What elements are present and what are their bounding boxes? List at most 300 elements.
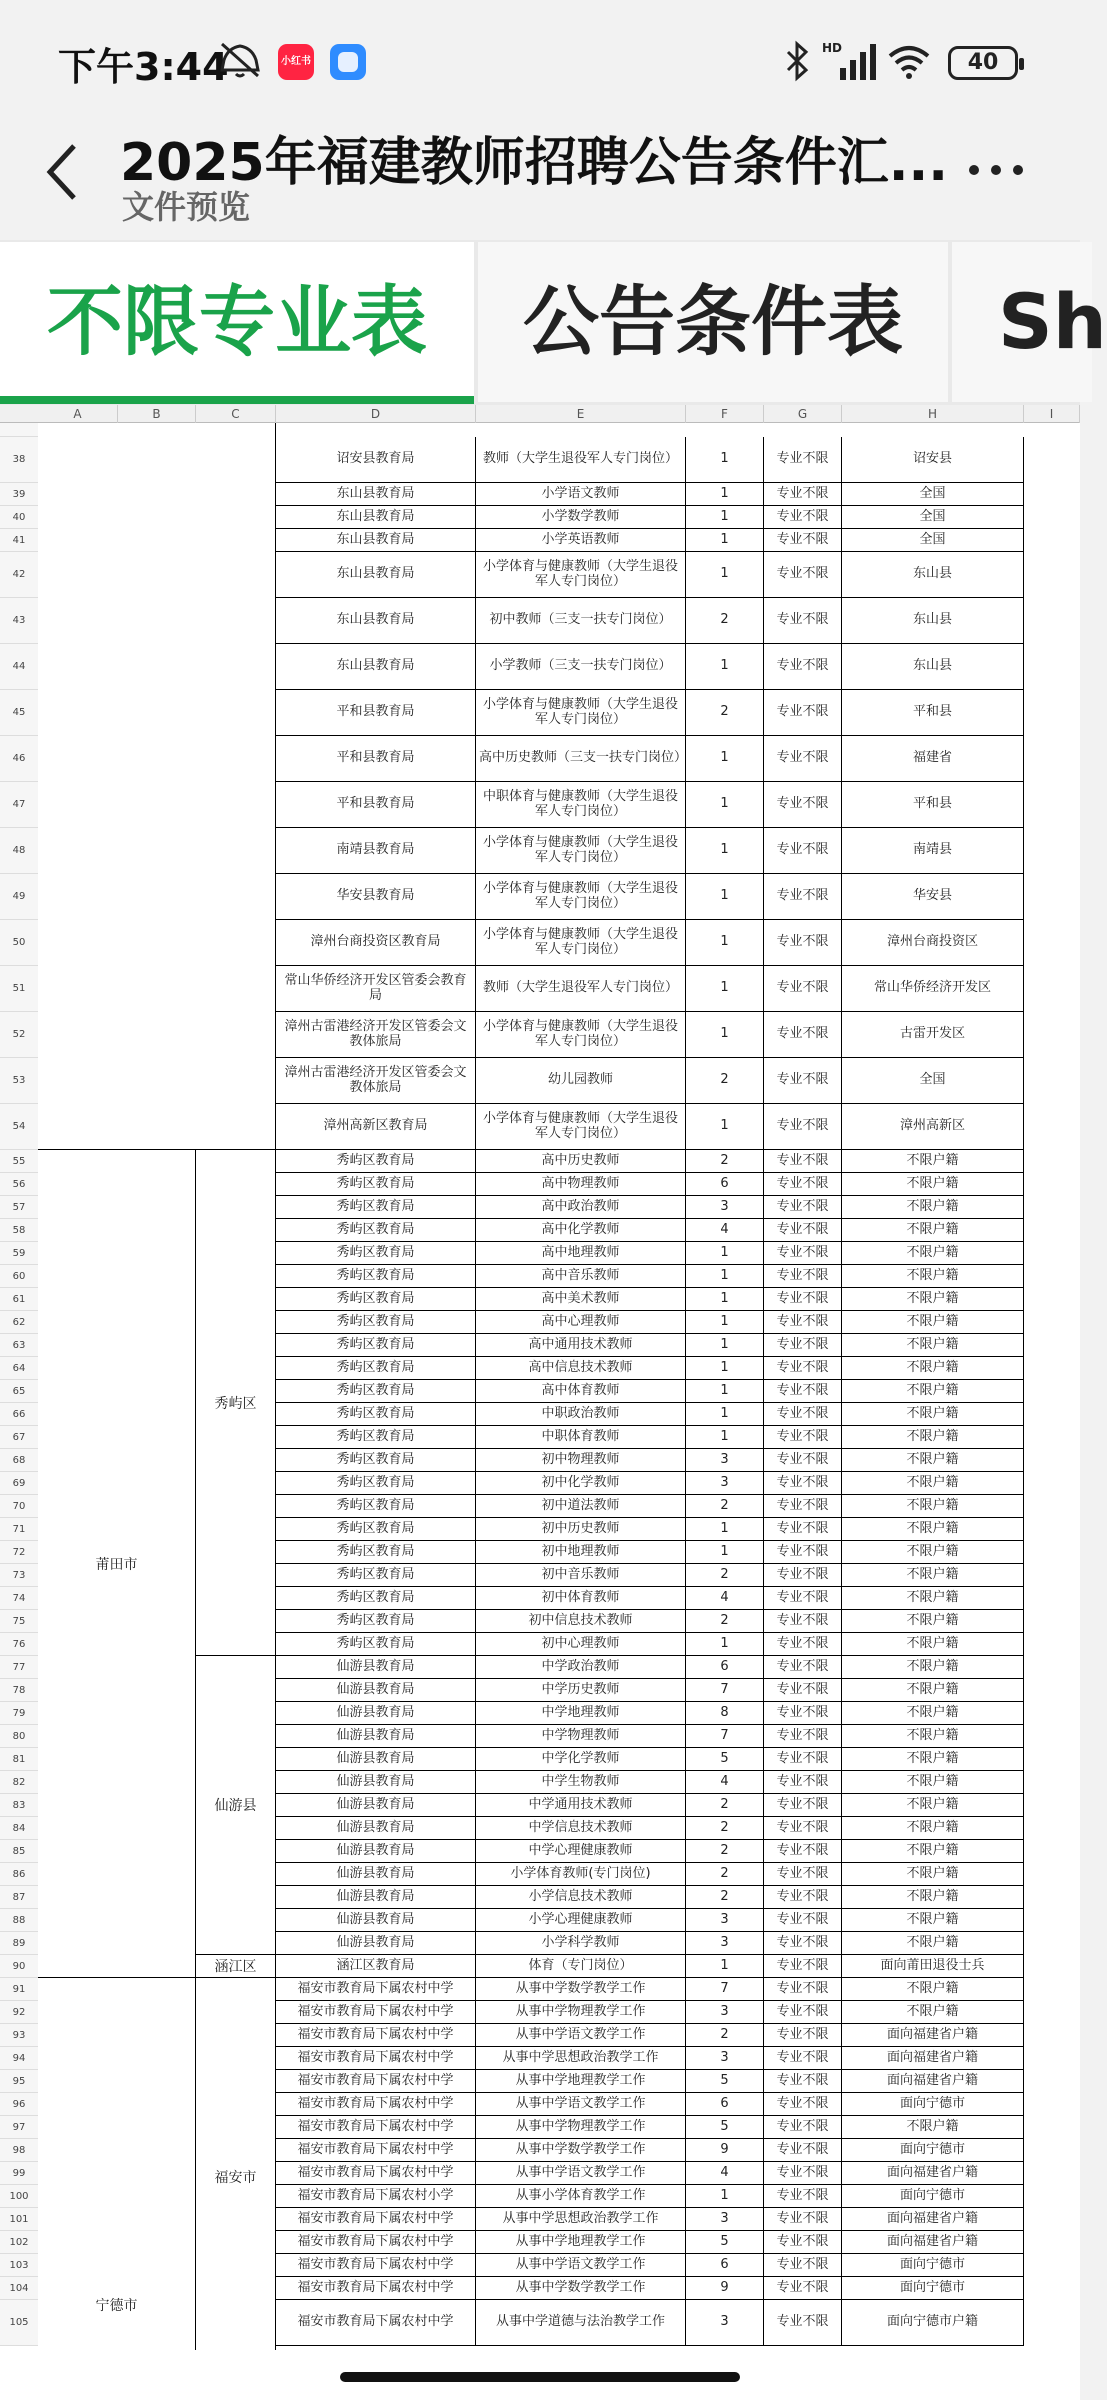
row-number[interactable]: 54 [0,1104,38,1150]
row-number[interactable]: 61 [0,1288,38,1311]
row-number[interactable]: 73 [0,1564,38,1587]
cell-region[interactable]: 不限户籍 [842,1817,1024,1840]
cell-region[interactable]: 不限户籍 [842,1472,1024,1495]
cell-region[interactable]: 面向福建省户籍 [842,2231,1024,2254]
cell-major[interactable]: 专业不限 [764,2070,842,2093]
cell-count[interactable]: 2 [686,1886,764,1909]
cell-major[interactable]: 专业不限 [764,1771,842,1794]
cell-position[interactable]: 中职体育教师 [476,1426,686,1449]
cell-count[interactable]: 3 [686,1196,764,1219]
cell-major[interactable]: 专业不限 [764,1196,842,1219]
cell-region[interactable]: 不限户籍 [842,1564,1024,1587]
cell-region[interactable]: 漳州高新区 [842,1104,1024,1150]
cell-count[interactable]: 1 [686,1380,764,1403]
cell-department[interactable]: 东山县教育局 [276,552,476,598]
column-header-g[interactable]: G [764,405,842,423]
cell-department[interactable]: 仙游县教育局 [276,1863,476,1886]
cell-position[interactable]: 小学信息技术教师 [476,1886,686,1909]
cell-count[interactable]: 1 [686,1426,764,1449]
cell-region[interactable]: 华安县 [842,874,1024,920]
cell-position[interactable]: 小学英语教师 [476,529,686,552]
cell-region[interactable]: 不限户籍 [842,1334,1024,1357]
row-number[interactable]: 101 [0,2208,38,2231]
cell-count[interactable]: 3 [686,1932,764,1955]
cell-position[interactable]: 从事中学语文教学工作 [476,2024,686,2047]
cell-count[interactable]: 5 [686,1748,764,1771]
cell-major[interactable]: 专业不限 [764,2277,842,2300]
cell-region[interactable]: 不限户籍 [842,1518,1024,1541]
cell-position[interactable]: 初中道法教师 [476,1495,686,1518]
cell-department[interactable]: 秀屿区教育局 [276,1311,476,1334]
cell-department[interactable]: 秀屿区教育局 [276,1196,476,1219]
cell-position[interactable]: 从事中学思想政治教学工作 [476,2047,686,2070]
row-number[interactable]: 104 [0,2277,38,2300]
cell-position[interactable]: 中职体育与健康教师（大学生退役军人专门岗位） [476,782,686,828]
cell-major[interactable]: 专业不限 [764,1518,842,1541]
cell-major[interactable]: 专业不限 [764,2300,842,2346]
cell-department[interactable]: 福安市教育局下属农村小学 [276,2185,476,2208]
row-number[interactable]: 93 [0,2024,38,2047]
cell-department[interactable]: 福安市教育局下属农村中学 [276,2116,476,2139]
cell-department[interactable]: 秀屿区教育局 [276,1242,476,1265]
cell-count[interactable]: 1 [686,874,764,920]
cell-department[interactable]: 仙游县教育局 [276,1840,476,1863]
cell-region[interactable]: 面向福建省户籍 [842,2047,1024,2070]
cell-count[interactable]: 7 [686,1679,764,1702]
row-number[interactable]: 49 [0,874,38,920]
cell-position[interactable]: 从事中学物理教学工作 [476,2001,686,2024]
cell-count[interactable]: 1 [686,1357,764,1380]
cell-count[interactable]: 2 [686,1794,764,1817]
cell-department[interactable]: 秀屿区教育局 [276,1380,476,1403]
row-number[interactable]: 98 [0,2139,38,2162]
cell-region[interactable]: 全国 [842,483,1024,506]
cell-count[interactable]: 2 [686,1058,764,1104]
cell-major[interactable]: 专业不限 [764,1794,842,1817]
column-header-c[interactable]: C [196,405,276,423]
row-number[interactable]: 43 [0,598,38,644]
cell-major[interactable]: 专业不限 [764,2024,842,2047]
row-number[interactable]: 69 [0,1472,38,1495]
cell-count[interactable]: 6 [686,1173,764,1196]
cell-count[interactable]: 4 [686,1219,764,1242]
cell-count[interactable]: 3 [686,2001,764,2024]
cell-major[interactable]: 专业不限 [764,2093,842,2116]
cell-department[interactable]: 华安县教育局 [276,874,476,920]
more-icon[interactable] [966,160,1026,180]
cell-department[interactable]: 福安市教育局下属农村中学 [276,2139,476,2162]
cell-major[interactable]: 专业不限 [764,1748,842,1771]
cell-count[interactable]: 1 [686,1518,764,1541]
row-number[interactable]: 42 [0,552,38,598]
home-indicator[interactable] [340,2372,740,2382]
cell-count[interactable]: 2 [686,1863,764,1886]
cell-position[interactable]: 幼儿园教师 [476,1058,686,1104]
cell-major[interactable]: 专业不限 [764,690,842,736]
cell-department[interactable]: 秀屿区教育局 [276,1150,476,1173]
cell-major[interactable]: 专业不限 [764,2208,842,2231]
row-number[interactable]: 55 [0,1150,38,1173]
cell-count[interactable]: 2 [686,2024,764,2047]
cell-department[interactable]: 秀屿区教育局 [276,1633,476,1656]
cell-count[interactable]: 4 [686,1587,764,1610]
cell-department[interactable]: 秀屿区教育局 [276,1265,476,1288]
cell-count[interactable]: 1 [686,529,764,552]
cell-region[interactable]: 面向福建省户籍 [842,2070,1024,2093]
cell-department[interactable]: 南靖县教育局 [276,828,476,874]
cell-region[interactable]: 诏安县 [842,437,1024,483]
cell-major[interactable]: 专业不限 [764,1817,842,1840]
cell-department[interactable]: 秀屿区教育局 [276,1219,476,1242]
row-number[interactable]: 87 [0,1886,38,1909]
cell-region[interactable]: 不限户籍 [842,1150,1024,1173]
cell-department[interactable]: 秀屿区教育局 [276,1587,476,1610]
cell-count[interactable]: 1 [686,1012,764,1058]
cell-department[interactable]: 仙游县教育局 [276,1771,476,1794]
cell-major[interactable]: 专业不限 [764,2116,842,2139]
cell-count[interactable]: 2 [686,1495,764,1518]
cell-major[interactable]: 专业不限 [764,598,842,644]
cell-count[interactable]: 7 [686,1725,764,1748]
cell-count[interactable]: 1 [686,552,764,598]
cell-region[interactable]: 面向福建省户籍 [842,2024,1024,2047]
merged-county-xianyou[interactable]: 仙游县 [196,1656,276,1955]
cell-position[interactable]: 高中化学教师 [476,1219,686,1242]
cell-region[interactable]: 不限户籍 [842,1909,1024,1932]
cell-region[interactable]: 不限户籍 [842,1265,1024,1288]
cell-major[interactable]: 专业不限 [764,2047,842,2070]
cell-region[interactable]: 不限户籍 [842,1311,1024,1334]
cell-position[interactable]: 高中体育教师 [476,1380,686,1403]
cell-position[interactable]: 从事中学地理教学工作 [476,2231,686,2254]
column-header-f[interactable]: F [686,405,764,423]
cell-major[interactable]: 专业不限 [764,1403,842,1426]
row-number[interactable]: 92 [0,2001,38,2024]
cell-region[interactable]: 面向宁德市户籍 [842,2300,1024,2346]
cell-region[interactable]: 面向宁德市 [842,2254,1024,2277]
cell-department[interactable]: 秀屿区教育局 [276,1541,476,1564]
cell-count[interactable]: 4 [686,1771,764,1794]
cell-count[interactable]: 1 [686,2185,764,2208]
cell-major[interactable]: 专业不限 [764,920,842,966]
cell-region[interactable]: 不限户籍 [842,1886,1024,1909]
row-number[interactable]: 59 [0,1242,38,1265]
cell-position[interactable]: 小学体育与健康教师（大学生退役军人专门岗位） [476,874,686,920]
cell-department[interactable]: 秀屿区教育局 [276,1518,476,1541]
cell-position[interactable]: 初中化学教师 [476,1472,686,1495]
tab-sheet3[interactable] [952,242,1107,402]
cell-region[interactable]: 古雷开发区 [842,1012,1024,1058]
row-number[interactable]: 103 [0,2254,38,2277]
cell-department[interactable]: 秀屿区教育局 [276,1449,476,1472]
spreadsheet[interactable] [0,405,1080,2350]
cell-position[interactable]: 小学语文教师 [476,483,686,506]
cell-major[interactable]: 专业不限 [764,1656,842,1679]
cell-region[interactable]: 东山县 [842,552,1024,598]
row-number[interactable]: 39 [0,483,38,506]
cell-position[interactable]: 初中音乐教师 [476,1564,686,1587]
column-header-a[interactable]: A [38,405,118,423]
cell-major[interactable]: 专业不限 [764,1541,842,1564]
cell-position[interactable]: 初中体育教师 [476,1587,686,1610]
row-number[interactable]: 105 [0,2300,38,2346]
cell-region[interactable]: 不限户籍 [842,1771,1024,1794]
cell-major[interactable]: 专业不限 [764,1863,842,1886]
row-number[interactable]: 71 [0,1518,38,1541]
cell-position[interactable]: 体育（专门岗位） [476,1955,686,1978]
cell-major[interactable]: 专业不限 [764,1173,842,1196]
cell-major[interactable]: 专业不限 [764,1242,842,1265]
cell-department[interactable]: 仙游县教育局 [276,1725,476,1748]
cell-position[interactable]: 小学体育与健康教师（大学生退役军人专门岗位） [476,690,686,736]
cell-position[interactable]: 初中信息技术教师 [476,1610,686,1633]
cell-region[interactable]: 不限户籍 [842,1495,1024,1518]
cell-major[interactable]: 专业不限 [764,1702,842,1725]
cell-department[interactable]: 仙游县教育局 [276,1702,476,1725]
row-number[interactable]: 65 [0,1380,38,1403]
cell-region[interactable]: 不限户籍 [842,1449,1024,1472]
cell-position[interactable]: 高中美术教师 [476,1288,686,1311]
cell-department[interactable]: 福安市教育局下属农村中学 [276,2231,476,2254]
cell-department[interactable]: 常山华侨经济开发区管委会教育局 [276,966,476,1012]
cell-count[interactable]: 1 [686,1334,764,1357]
cell-region[interactable]: 不限户籍 [842,1725,1024,1748]
cell-count[interactable]: 1 [686,1633,764,1656]
cell-region[interactable]: 不限户籍 [842,1610,1024,1633]
row-number[interactable]: 57 [0,1196,38,1219]
cell-region[interactable]: 漳州台商投资区 [842,920,1024,966]
cell-count[interactable]: 6 [686,1656,764,1679]
cell-department[interactable]: 福安市教育局下属农村中学 [276,2162,476,2185]
row-number[interactable]: 80 [0,1725,38,1748]
cell-position[interactable]: 从事中学语文教学工作 [476,2162,686,2185]
cell-region[interactable]: 面向宁德市 [842,2139,1024,2162]
cell-department[interactable]: 福安市教育局下属农村中学 [276,2093,476,2116]
cell-major[interactable]: 专业不限 [764,1840,842,1863]
cell-count[interactable]: 1 [686,1242,764,1265]
cell-position[interactable]: 小学体育与健康教师（大学生退役军人专门岗位） [476,1012,686,1058]
row-number[interactable]: 63 [0,1334,38,1357]
cell-position[interactable]: 从事中学语文教学工作 [476,2093,686,2116]
cell-department[interactable]: 福安市教育局下属农村中学 [276,2001,476,2024]
cell-position[interactable]: 从事中学数学教学工作 [476,2139,686,2162]
cell-major[interactable]: 专业不限 [764,552,842,598]
cell-count[interactable]: 2 [686,1150,764,1173]
cell-position[interactable]: 小学数学教师 [476,506,686,529]
cell-region[interactable]: 不限户籍 [842,1426,1024,1449]
cell-major[interactable]: 专业不限 [764,1357,842,1380]
cell-region[interactable]: 面向宁德市 [842,2277,1024,2300]
cell-position[interactable]: 中学历史教师 [476,1679,686,1702]
cell-count[interactable]: 5 [686,2070,764,2093]
cell-position[interactable]: 中职政治教师 [476,1403,686,1426]
cell-department[interactable]: 秀屿区教育局 [276,1426,476,1449]
cell-position[interactable]: 小学体育与健康教师（大学生退役军人专门岗位） [476,1104,686,1150]
cell-position[interactable]: 中学物理教师 [476,1725,686,1748]
row-number[interactable]: 97 [0,2116,38,2139]
cell-major[interactable]: 专业不限 [764,506,842,529]
cell-region[interactable]: 不限户籍 [842,1748,1024,1771]
cell-department[interactable]: 秀屿区教育局 [276,1357,476,1380]
cell-department[interactable]: 秀屿区教育局 [276,1334,476,1357]
cell-count[interactable]: 3 [686,1472,764,1495]
cell-position[interactable]: 中学通用技术教师 [476,1794,686,1817]
row-number[interactable]: 56 [0,1173,38,1196]
row-number[interactable]: 52 [0,1012,38,1058]
cell-count[interactable]: 1 [686,1265,764,1288]
row-number[interactable]: 81 [0,1748,38,1771]
cell-major[interactable]: 专业不限 [764,966,842,1012]
cell-position[interactable]: 高中政治教师 [476,1196,686,1219]
cell-department[interactable]: 秀屿区教育局 [276,1472,476,1495]
cell-department[interactable]: 平和县教育局 [276,690,476,736]
back-icon[interactable] [40,140,84,204]
cell-count[interactable]: 9 [686,2277,764,2300]
cell-department[interactable]: 福安市教育局下属农村中学 [276,2208,476,2231]
row-number[interactable]: 70 [0,1495,38,1518]
cell-region[interactable]: 不限户籍 [842,1656,1024,1679]
cell-major[interactable]: 专业不限 [764,782,842,828]
cell-region[interactable]: 面向莆田退役士兵 [842,1955,1024,1978]
cell-major[interactable]: 专业不限 [764,1495,842,1518]
cell-major[interactable]: 专业不限 [764,1886,842,1909]
cell-count[interactable]: 6 [686,2093,764,2116]
cell-department[interactable]: 仙游县教育局 [276,1794,476,1817]
tab-announcement-conditions[interactable] [478,242,948,402]
cell-major[interactable]: 专业不限 [764,1012,842,1058]
column-header-e[interactable]: E [476,405,686,423]
cell-count[interactable]: 3 [686,1909,764,1932]
row-number[interactable]: 45 [0,690,38,736]
cell-position[interactable]: 小学体育与健康教师（大学生退役军人专门岗位） [476,828,686,874]
cell-region[interactable]: 不限户籍 [842,1702,1024,1725]
row-number[interactable]: 50 [0,920,38,966]
row-number[interactable]: 89 [0,1932,38,1955]
cell-department[interactable]: 漳州古雷港经济开发区管委会文教体旅局 [276,1058,476,1104]
cell-position[interactable]: 中学政治教师 [476,1656,686,1679]
cell-count[interactable]: 1 [686,782,764,828]
cell-count[interactable]: 1 [686,483,764,506]
cell-major[interactable]: 专业不限 [764,828,842,874]
cell-region[interactable]: 不限户籍 [842,1196,1024,1219]
cell-position[interactable]: 初中物理教师 [476,1449,686,1472]
row-number[interactable]: 90 [0,1955,38,1978]
cell-department[interactable]: 漳州古雷港经济开发区管委会文教体旅局 [276,1012,476,1058]
row-number[interactable]: 58 [0,1219,38,1242]
cell-region[interactable]: 不限户籍 [842,1288,1024,1311]
cell-region[interactable]: 平和县 [842,782,1024,828]
cell-region[interactable]: 福建省 [842,736,1024,782]
cell-region[interactable]: 不限户籍 [842,1403,1024,1426]
cell-major[interactable]: 专业不限 [764,1909,842,1932]
cell-department[interactable]: 福安市教育局下属农村中学 [276,2300,476,2346]
cell-major[interactable]: 专业不限 [764,1564,842,1587]
cell-count[interactable]: 3 [686,2300,764,2346]
cell-region[interactable]: 不限户籍 [842,1978,1024,2001]
cell-position[interactable]: 中学信息技术教师 [476,1817,686,1840]
cell-department[interactable]: 秀屿区教育局 [276,1173,476,1196]
cell-department[interactable]: 东山县教育局 [276,529,476,552]
cell-department[interactable]: 秀屿区教育局 [276,1495,476,1518]
cell-region[interactable]: 面向福建省户籍 [842,2208,1024,2231]
cell-region[interactable]: 不限户籍 [842,1380,1024,1403]
cell-count[interactable]: 5 [686,2231,764,2254]
cell-region[interactable]: 平和县 [842,690,1024,736]
cell-department[interactable]: 福安市教育局下属农村中学 [276,2254,476,2277]
cell-position[interactable]: 高中历史教师 [476,1150,686,1173]
merged-county-xiuyu[interactable]: 秀屿区 [196,1150,276,1656]
cell-major[interactable]: 专业不限 [764,1288,842,1311]
cell-position[interactable]: 初中地理教师 [476,1541,686,1564]
cell-department[interactable]: 东山县教育局 [276,644,476,690]
cell-major[interactable]: 专业不限 [764,1265,842,1288]
cell-region[interactable]: 不限户籍 [842,2116,1024,2139]
cell-major[interactable]: 专业不限 [764,1472,842,1495]
cell-region[interactable]: 不限户籍 [842,1794,1024,1817]
cell-major[interactable]: 专业不限 [764,529,842,552]
cell-major[interactable]: 专业不限 [764,1633,842,1656]
cell-major[interactable]: 专业不限 [764,1426,842,1449]
cell-department[interactable]: 仙游县教育局 [276,1909,476,1932]
cell-count[interactable]: 1 [686,437,764,483]
cell-count[interactable]: 1 [686,1541,764,1564]
cell-region[interactable]: 面向福建省户籍 [842,2162,1024,2185]
cell-position[interactable]: 中学生物教师 [476,1771,686,1794]
cell-major[interactable]: 专业不限 [764,2001,842,2024]
cell-position[interactable]: 从事中学道德与法治教学工作 [476,2300,686,2346]
cell-major[interactable]: 专业不限 [764,437,842,483]
row-number[interactable]: 74 [0,1587,38,1610]
row-number[interactable]: 86 [0,1863,38,1886]
cell-position[interactable]: 小学科学教师 [476,1932,686,1955]
cell-count[interactable]: 1 [686,1955,764,1978]
cell-region[interactable]: 不限户籍 [842,1357,1024,1380]
cell-position[interactable]: 从事中学地理教学工作 [476,2070,686,2093]
row-number[interactable]: 77 [0,1656,38,1679]
cell-count[interactable]: 2 [686,690,764,736]
cell-major[interactable]: 专业不限 [764,1380,842,1403]
cell-count[interactable]: 1 [686,966,764,1012]
cell-count[interactable]: 4 [686,2162,764,2185]
cell-region[interactable]: 南靖县 [842,828,1024,874]
cell-count[interactable]: 2 [686,1564,764,1587]
cell-major[interactable]: 专业不限 [764,1058,842,1104]
cell-major[interactable]: 专业不限 [764,1978,842,2001]
merged-county-hanjiang[interactable]: 涵江区 [196,1955,276,1978]
cell-major[interactable]: 专业不限 [764,1725,842,1748]
row-number[interactable]: 40 [0,506,38,529]
cell-count[interactable]: 3 [686,1449,764,1472]
cell-region[interactable]: 不限户籍 [842,2001,1024,2024]
row-number[interactable]: 96 [0,2093,38,2116]
cell-count[interactable]: 2 [686,598,764,644]
cell-department[interactable]: 福安市教育局下属农村中学 [276,2047,476,2070]
cell-position[interactable]: 高中音乐教师 [476,1265,686,1288]
cell-count[interactable]: 1 [686,506,764,529]
column-header-h[interactable]: H [842,405,1024,423]
cell-department[interactable]: 仙游县教育局 [276,1817,476,1840]
cell-major[interactable]: 专业不限 [764,1932,842,1955]
merged-city-putian[interactable]: 莆田市 [38,1150,196,1978]
column-header-d[interactable]: D [276,405,476,423]
row-number[interactable]: 68 [0,1449,38,1472]
cell-position[interactable]: 高中物理教师 [476,1173,686,1196]
cell-position[interactable]: 从事中学数学教学工作 [476,1978,686,2001]
cell-major[interactable]: 专业不限 [764,2231,842,2254]
cell-department[interactable]: 涵江区教育局 [276,1955,476,1978]
cell-department[interactable]: 秀屿区教育局 [276,1564,476,1587]
cell-count[interactable]: 1 [686,1403,764,1426]
